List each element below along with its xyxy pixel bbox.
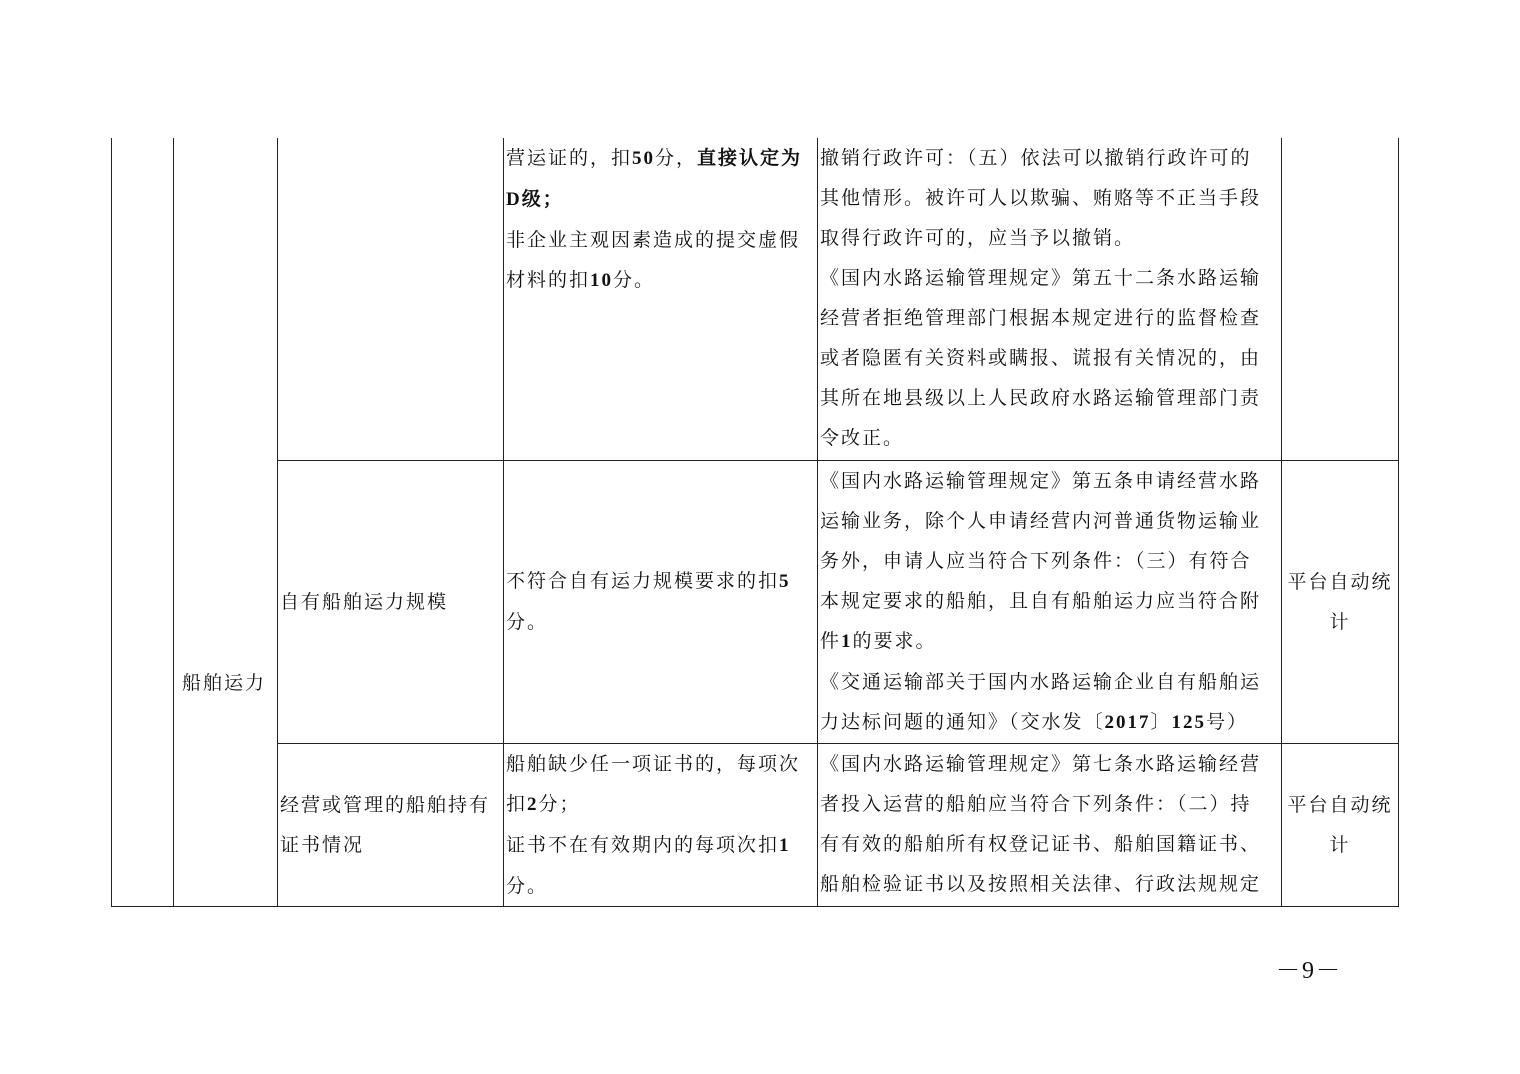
deduction-cell bbox=[504, 138, 818, 460]
deduction-line: 证书不在有效期内的每项次扣1 bbox=[506, 833, 791, 856]
deduction-line: 不符合自有运力规模要求的扣5 bbox=[506, 570, 791, 592]
basis-line: 《国内水路运输管理规定》第五十二条水路运输 bbox=[820, 267, 1262, 289]
basis-line: 有有效的船舶所有权登记证书、船舶国籍证书、 bbox=[820, 832, 1262, 855]
deduction-line: 营运证的，扣50分，直接认定为 bbox=[506, 147, 803, 169]
basis-line: 或者隐匿有关资料或瞒报、谎报有关情况的，由 bbox=[820, 347, 1262, 369]
basis-line: 其他情形。被许可人以欺骗、贿赂等不正当手段 bbox=[820, 187, 1262, 209]
item-line: 证书情况 bbox=[280, 833, 365, 856]
basis-line: 经营者拒绝管理部门根据本规定进行的监督检查 bbox=[820, 307, 1262, 329]
method-cell bbox=[1282, 138, 1399, 460]
index-cell bbox=[112, 138, 174, 906]
table-row bbox=[112, 743, 1399, 906]
category-label: 船舶运力 bbox=[182, 671, 267, 694]
category-cell-continued bbox=[174, 138, 278, 460]
basis-line: 取得行政许可的，应当予以撤销。 bbox=[820, 227, 1136, 249]
basis-line: 本规定要求的船舶，且自有船舶运力应当符合附 bbox=[820, 589, 1262, 612]
deduction-line: 材料的扣10分。 bbox=[506, 269, 656, 291]
evaluation-table bbox=[111, 138, 1399, 907]
deduction-line: D级； bbox=[506, 189, 564, 210]
deduction-line: 船舶缺少任一项证书的，每项次 bbox=[506, 752, 801, 775]
basis-line: 令改正。 bbox=[820, 427, 905, 449]
deduction-cell bbox=[504, 743, 818, 906]
method-line: 计 bbox=[1329, 833, 1351, 856]
basis-line: 运输业务，除个人申请经营内河普通货物运输业 bbox=[820, 509, 1262, 532]
legal-basis-cell bbox=[818, 138, 1282, 460]
deduction-line: 扣2分； bbox=[506, 792, 581, 815]
page-number: －9－ bbox=[1276, 958, 1342, 984]
item-label: 自有船舶运力规模 bbox=[280, 590, 449, 613]
method-line: 平台自动统 bbox=[1287, 793, 1393, 816]
item-cell bbox=[278, 460, 504, 743]
basis-line: 《国内水路运输管理规定》第七条水路运输经营 bbox=[820, 752, 1262, 775]
item-cell bbox=[278, 743, 504, 906]
category-cell bbox=[174, 460, 278, 906]
basis-line: 件1的要求。 bbox=[820, 629, 937, 652]
basis-line: 《交通运输部关于国内水路运输企业自有船舶运 bbox=[820, 670, 1262, 693]
deduction-cell bbox=[504, 460, 818, 743]
basis-line: 者投入运营的船舶应当符合下列条件：（二）持 bbox=[820, 792, 1252, 815]
basis-line: 其所在地县级以上人民政府水路运输管理部门责 bbox=[820, 387, 1262, 409]
basis-line: 撤销行政许可：（五）依法可以撤销行政许可的 bbox=[820, 147, 1252, 169]
basis-line: 《国内水路运输管理规定》第五条申请经营水路 bbox=[820, 469, 1262, 492]
item-line: 经营或管理的船舶持有 bbox=[280, 793, 491, 816]
basis-line: 船舶检验证书以及按照相关法律、行政法规规定 bbox=[820, 872, 1262, 895]
method-line: 计 bbox=[1329, 610, 1351, 633]
legal-basis-cell bbox=[818, 743, 1282, 906]
deduction-line: 分。 bbox=[506, 611, 549, 633]
table-row bbox=[112, 138, 1399, 460]
basis-line: 力达标问题的通知》（交水发〔2017〕125号） bbox=[820, 710, 1249, 733]
deduction-line: 分。 bbox=[506, 874, 549, 897]
table-row bbox=[112, 460, 1399, 743]
item-cell-continued bbox=[278, 138, 504, 460]
basis-line: 务外，申请人应当符合下列条件：（三）有符合 bbox=[820, 549, 1252, 572]
legal-basis-cell bbox=[818, 460, 1282, 743]
method-line: 平台自动统 bbox=[1287, 570, 1393, 593]
method-cell bbox=[1282, 743, 1399, 906]
deduction-line: 非企业主观因素造成的提交虚假 bbox=[506, 229, 801, 251]
method-cell bbox=[1282, 460, 1399, 743]
